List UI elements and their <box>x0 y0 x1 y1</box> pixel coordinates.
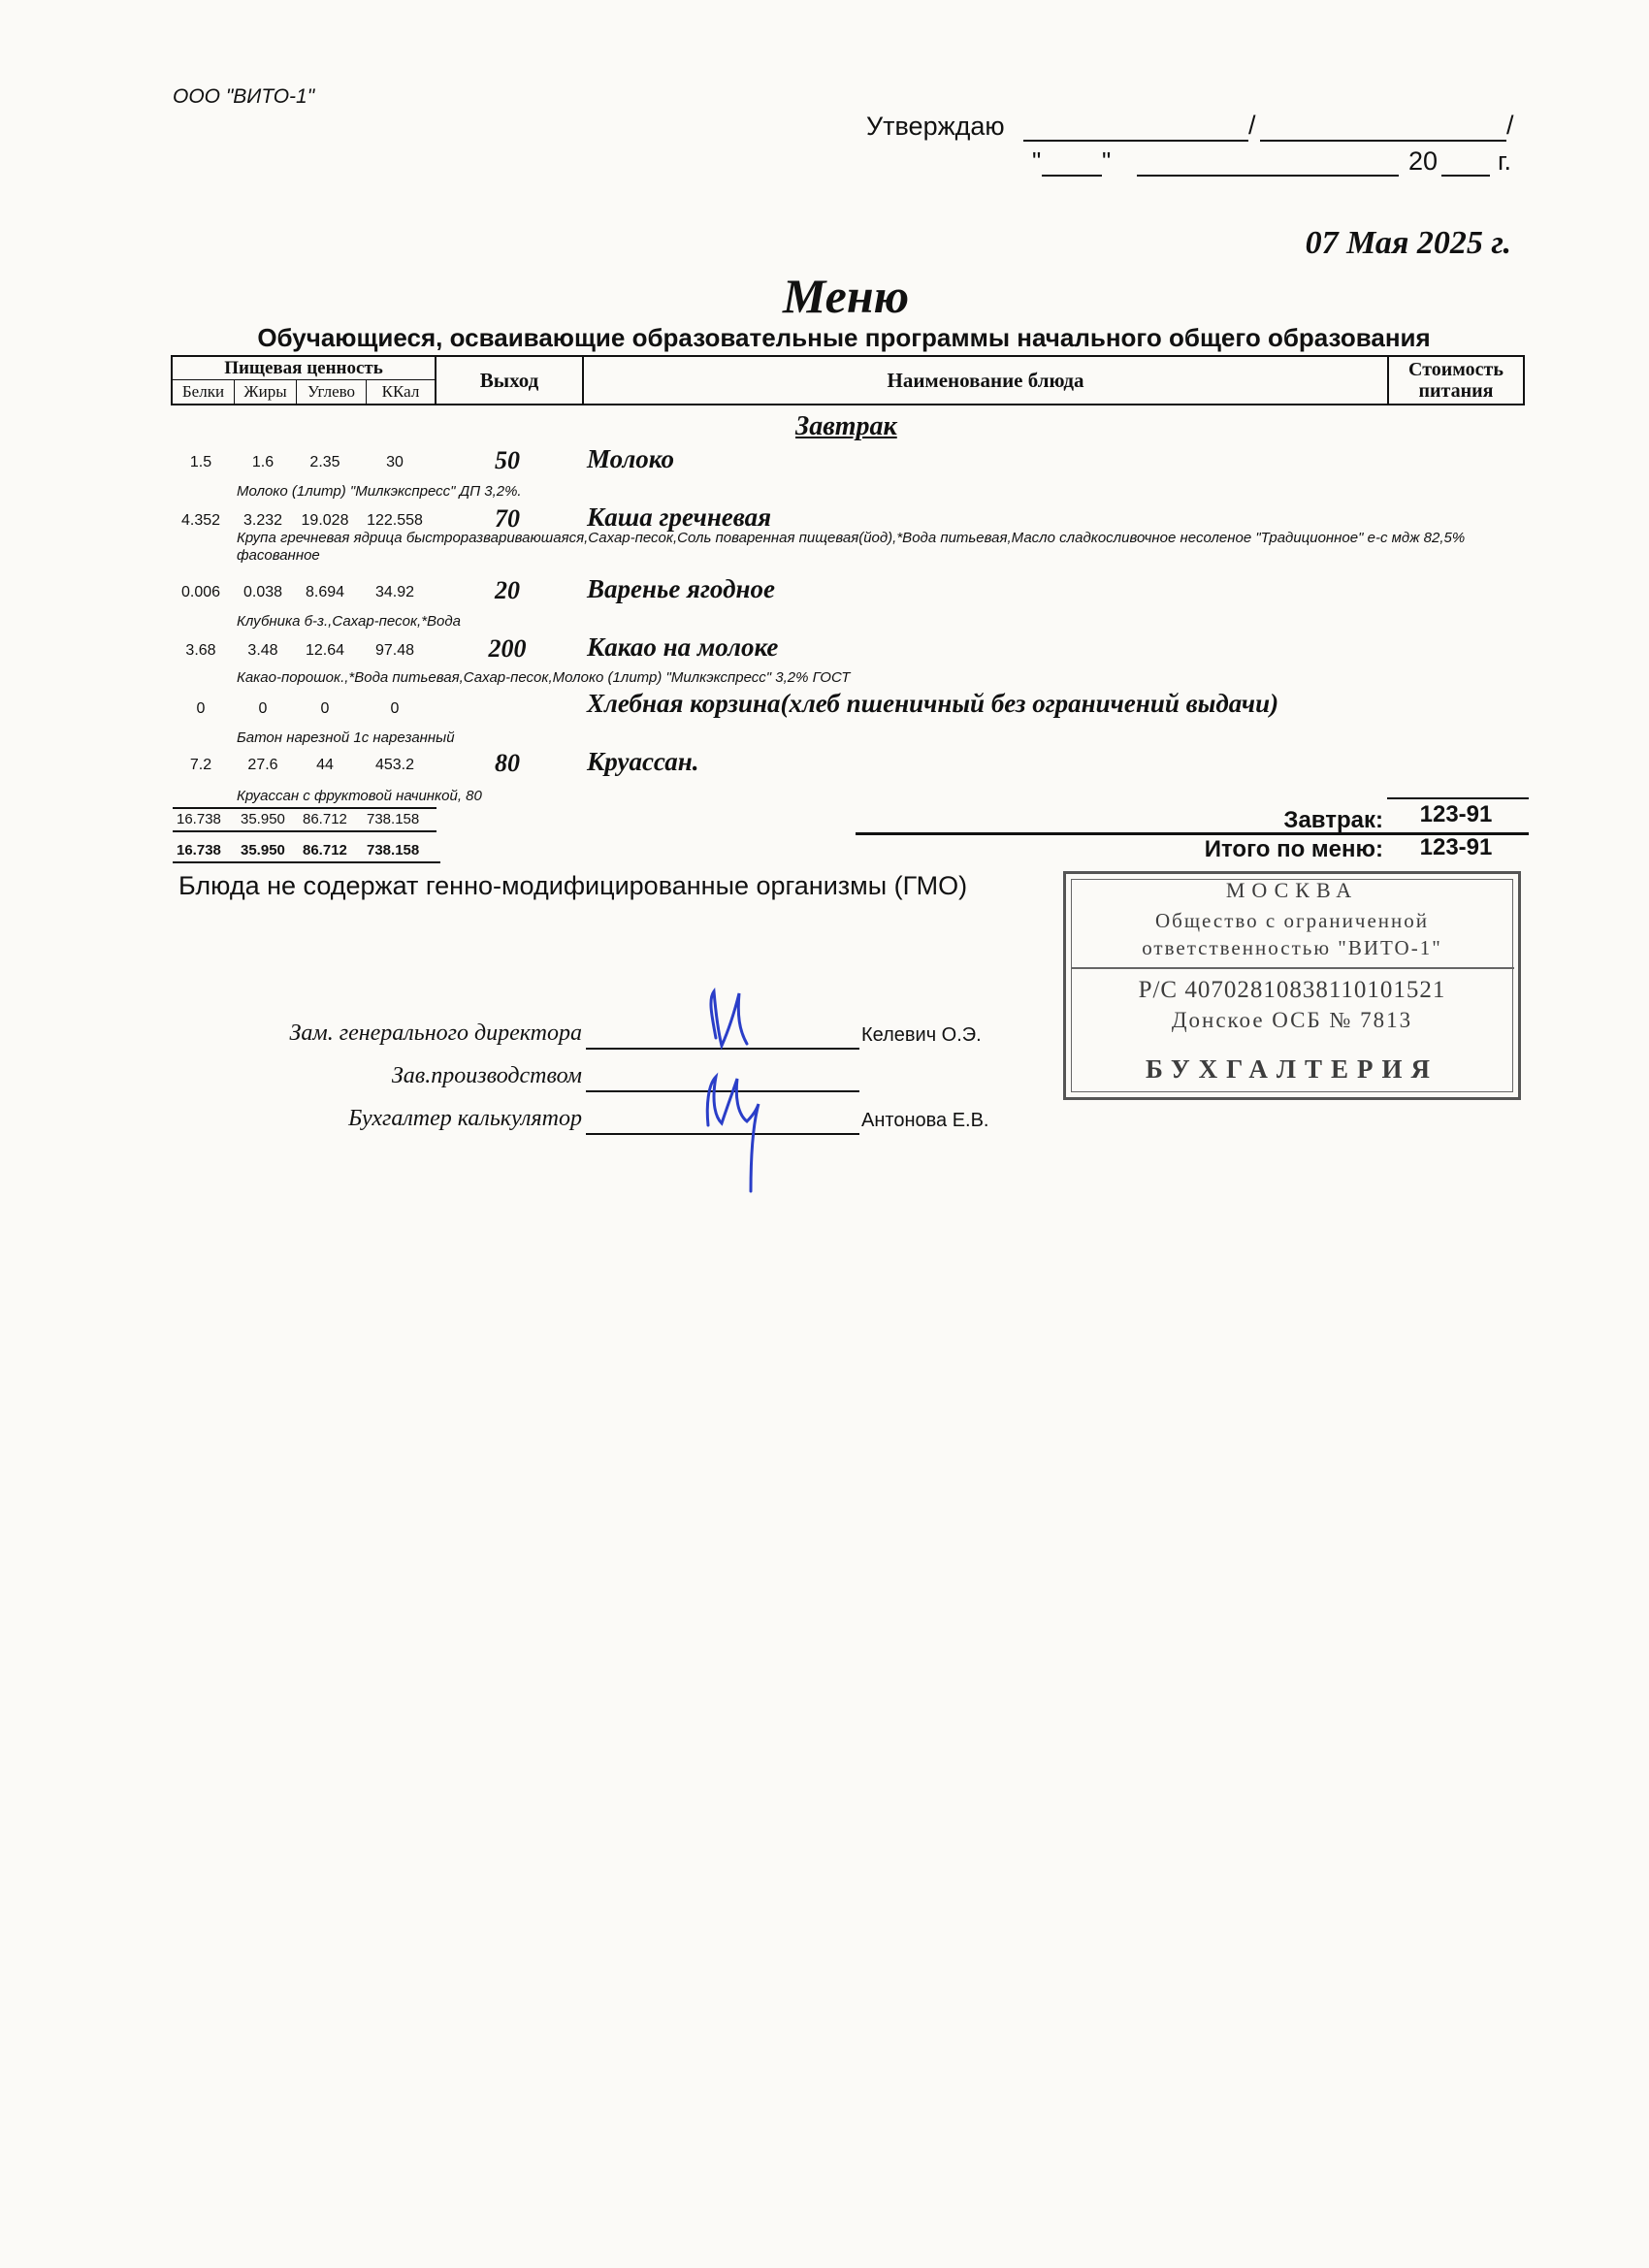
item-kcal: 34.92 <box>374 584 415 600</box>
handwritten-signatures <box>679 970 795 1203</box>
item-kcal: 30 <box>386 454 404 470</box>
item-kcal: 453.2 <box>374 757 415 773</box>
menu-date: 07 Мая 2025 г. <box>1305 225 1511 261</box>
item-name: Хлебная корзина(хлеб пшеничный без ограничений выдачи) <box>587 689 1279 718</box>
item-name: Какао на молоке <box>587 632 779 662</box>
item-proteins: 1.5 <box>189 454 212 470</box>
item-fats: 1.6 <box>251 454 275 470</box>
header-fats: Жиры <box>235 380 297 404</box>
approval-label: Утверждаю <box>866 112 1005 141</box>
approval-slash-end: / <box>1506 111 1514 140</box>
total-bottom-rule <box>173 861 440 863</box>
item-proteins: 0.006 <box>180 584 221 600</box>
header-kcal: ККал <box>367 380 436 404</box>
stamp-org-line2: ответственностью "ВИТО-1" <box>1142 936 1442 959</box>
total-carbs: 86.712 <box>303 842 347 859</box>
item-composition: Молоко (1литр) "Милкэкспресс" ДП 3,2%. <box>237 483 522 500</box>
organization-name: ООО "ВИТО-1" <box>173 85 315 108</box>
item-proteins: 3.68 <box>185 642 216 659</box>
total-cost: 123-91 <box>1419 834 1493 860</box>
header-yield: Выход <box>436 357 584 404</box>
item-name: Молоко <box>587 444 674 473</box>
stamp-account: Р/С 40702810838110101521 <box>1138 977 1446 1003</box>
item-proteins: 7.2 <box>189 757 212 773</box>
total-left-rule <box>173 830 436 832</box>
subtotal-top-rule <box>173 807 436 809</box>
item-yield: 50 <box>495 446 520 474</box>
total-proteins: 16.738 <box>177 842 221 859</box>
approval-name-line <box>1260 140 1506 142</box>
day-line <box>1042 175 1102 177</box>
year-line <box>1441 175 1490 177</box>
item-name: Варенье ягодное <box>587 574 775 603</box>
subtotal-kcal: 738.158 <box>367 811 420 827</box>
item-carbs: 44 <box>316 757 334 773</box>
total-kcal: 738.158 <box>367 842 420 859</box>
signature-name: Келевич О.Э. <box>861 1024 982 1046</box>
item-composition: Круассан с фруктовой начинкой, 80 <box>237 788 482 804</box>
approval-signature-line <box>1023 140 1248 142</box>
item-carbs: 2.35 <box>309 454 340 470</box>
header-nutrition: Пищевая ценность <box>173 357 436 380</box>
signature-name: Антонова Е.В. <box>861 1110 989 1131</box>
item-composition: Какао-порошок.,*Вода питьевая,Сахар-песок,Молоко (1литр) "Милкэкспресс" 3,2% ГОСТ <box>237 669 851 686</box>
stamp-bank: Донское ОСБ № 7813 <box>1171 1008 1413 1032</box>
subtotal-carbs: 86.712 <box>303 811 347 827</box>
subtotal-cost: 123-91 <box>1419 801 1493 827</box>
section-title-breakfast: Завтрак <box>795 411 897 441</box>
stamp-department: БУХГАЛТЕРИЯ <box>1145 1054 1439 1084</box>
item-proteins: 0 <box>196 700 206 717</box>
signature-role: Зав.производством <box>391 1063 582 1088</box>
month-line <box>1137 175 1399 177</box>
subtotal-label: Завтрак: <box>1283 807 1383 833</box>
menu-table-header <box>171 355 1525 405</box>
item-carbs: 0 <box>320 700 330 717</box>
organization-stamp <box>1063 871 1521 1100</box>
date-quote-open: " <box>1032 146 1042 176</box>
item-composition: Батон нарезной 1с нарезанный <box>237 729 455 746</box>
item-yield: 80 <box>495 749 520 777</box>
gmo-note: Блюда не содержат генно-модифицированные организмы (ГМО) <box>178 871 968 900</box>
item-fats: 0 <box>258 700 268 717</box>
item-carbs: 19.028 <box>301 512 349 529</box>
item-kcal: 0 <box>390 700 400 717</box>
signature-role: Бухгалтер калькулятор <box>348 1106 582 1131</box>
item-yield: 200 <box>488 634 527 663</box>
signature-role: Зам. генерального директора <box>289 1021 582 1046</box>
stamp-org-line1: Общество с ограниченной <box>1155 909 1429 932</box>
item-kcal: 97.48 <box>374 642 415 659</box>
total-label: Итого по меню: <box>1204 836 1383 862</box>
page-subtitle: Обучающиеся, осваивающие образовательные программы начального общего образования <box>257 323 1431 352</box>
header-dish-name: Наименование блюда <box>584 357 1389 404</box>
item-fats: 0.038 <box>242 584 283 600</box>
item-kcal: 122.558 <box>367 512 423 529</box>
header-proteins: Белки <box>173 380 235 404</box>
item-fats: 3.232 <box>242 512 283 529</box>
item-name: Каша гречневая <box>587 502 772 532</box>
year-suffix: г. <box>1498 146 1512 176</box>
subtotal-proteins: 16.738 <box>177 811 221 827</box>
total-fats: 35.950 <box>241 842 285 859</box>
subtotal-fats: 35.950 <box>241 811 285 827</box>
item-carbs: 12.64 <box>305 642 345 659</box>
year-prefix: 20 <box>1408 146 1439 176</box>
item-composition: Крупа гречневая ядрица быстроразвариваюшаяся,Сахар-песок,Соль поваренная пищевая(йод),*Вода питьевая,Масло сладкосливочное несоленое "Традиционное" е-с мдж 82,5% фасованное <box>237 530 1466 564</box>
item-carbs: 8.694 <box>305 584 345 600</box>
page-title: Меню <box>782 269 910 323</box>
item-yield: 70 <box>495 504 520 533</box>
approval-slash: / <box>1248 111 1256 140</box>
item-fats: 27.6 <box>247 757 278 773</box>
subtotal-cost-top-rule <box>1387 797 1529 799</box>
stamp-city: МОСКВА <box>1225 878 1359 902</box>
header-carbs: Углево <box>297 380 367 404</box>
item-composition: Клубника б-з.,Сахар-песок,*Вода <box>237 613 462 630</box>
item-proteins: 4.352 <box>180 512 221 529</box>
date-quote-close: " <box>1102 146 1112 176</box>
header-cost: Стоимость питания <box>1408 359 1504 402</box>
item-name: Круассан. <box>587 747 699 776</box>
stamp-divider <box>1072 967 1514 969</box>
item-fats: 3.48 <box>247 642 278 659</box>
item-yield: 20 <box>495 576 520 604</box>
